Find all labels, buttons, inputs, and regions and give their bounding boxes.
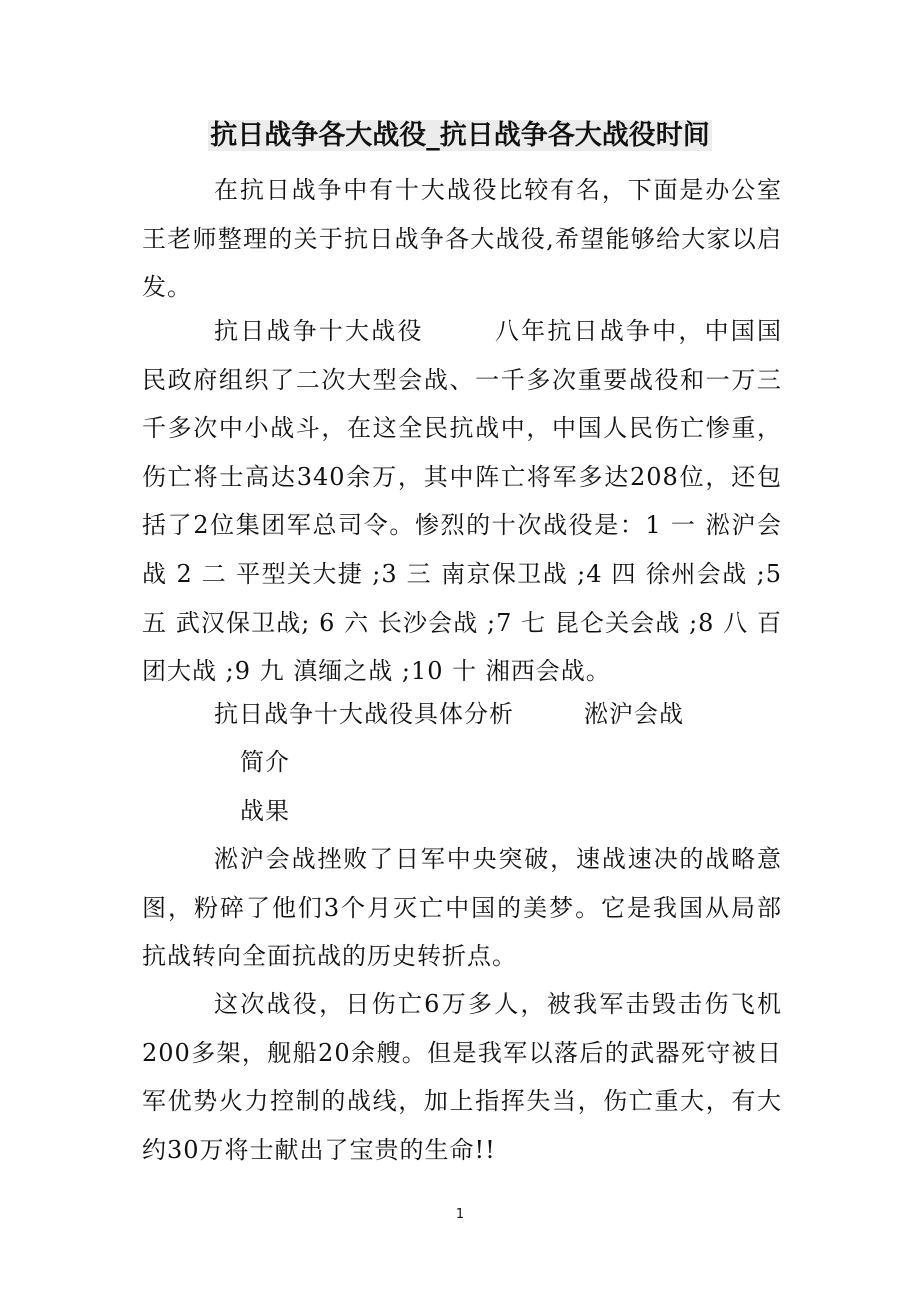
result-paragraph-1: 淞沪会战挫败了日军中央突破，速战速决的战略意图，粉碎了他们3个月灭亡中国的美梦。它是我国从局部抗战转向全面抗战的历史转折点。 xyxy=(142,845,782,971)
section-analysis-subheading: 淞沪会战 xyxy=(584,700,684,728)
section-ten-battles-heading: 抗日战争十大战役 xyxy=(214,317,424,345)
section-analysis-heading: 抗日战争十大战役具体分析 xyxy=(214,700,514,728)
document-title xyxy=(0,112,920,160)
section-analysis xyxy=(142,690,782,739)
section-ten-battles xyxy=(142,307,782,696)
section-ten-battles-text: 八年抗日战争中，中国国民政府组织了二次大型会战、一千多次重要战役和一万三千多次中小战斗，在这全民抗战中，中国人民伤亡惨重，伤亡将士高达340余万，其中阵亡将军多达208位，还包括了2位集团军总司令。惨烈的十次战役是：1 一 淞沪会战 2 二 平型关大捷 ;3 三 南京保卫战 ;4 四 徐州会战 ;5 五 武汉保卫战; 6 六 长沙会战 ;7 七 昆仑关会战 ;8 八 百团大战 ;9 九 滇缅之战 ;10 十 湘西会战。 xyxy=(142,317,783,686)
page-number: 1 xyxy=(455,1207,465,1222)
intro-paragraph: 在抗日战争中有十大战役比较有名，下面是办公室王老师整理的关于抗日战争各大战役,希望能够给大家以启发。 xyxy=(142,176,782,302)
document-title-text: 抗日战争各大战役_抗日战争各大战役时间 xyxy=(210,120,710,151)
label-intro: 简介 xyxy=(240,748,290,776)
result-paragraph-2: 这次战役，日伤亡6万多人，被我军击毁击伤飞机200多架，舰船20余艘。但是我军以落后的武器死守被日军优势火力控制的战线，加上指挥失当，伤亡重大，有大约30万将士献出了宝贵的生命!! xyxy=(142,990,782,1164)
label-result: 战果 xyxy=(240,797,290,825)
